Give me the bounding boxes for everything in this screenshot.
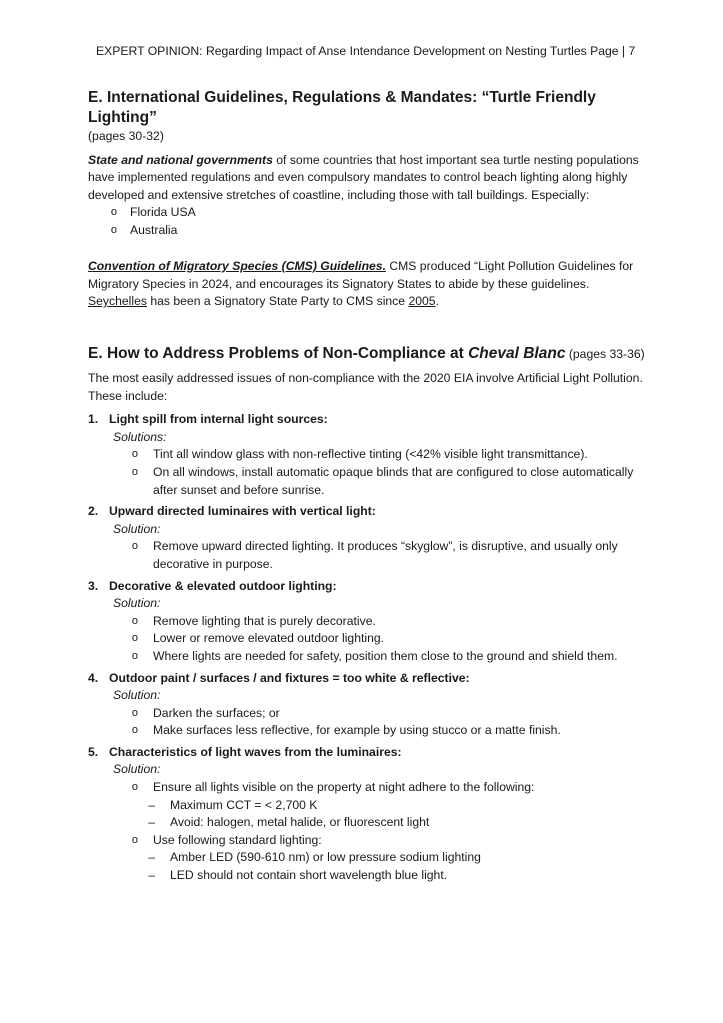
solution-point bbox=[88, 722, 648, 740]
item-number: 2. bbox=[88, 504, 99, 519]
bullet-marker: o bbox=[131, 540, 138, 553]
paragraph bbox=[88, 152, 648, 205]
solution-text: Remove upward directed lighting. It produces “skyglow”, is disruptive, and usually only decorative in purpose. bbox=[153, 539, 618, 571]
para-text: has been a Signatory State Party to CMS since bbox=[146, 294, 409, 309]
sub-point bbox=[88, 849, 648, 867]
page-header: EXPERT OPINION: Regarding Impact of Anse Intendance Development on Nesting Turtles Page | 7 bbox=[96, 44, 636, 58]
numbered-item bbox=[88, 578, 648, 666]
solution-text: Where lights are needed for safety, position them close to the ground and shield them. bbox=[153, 648, 618, 663]
bullet-marker: o bbox=[131, 833, 138, 846]
dash-marker: – bbox=[148, 868, 155, 883]
sub-point bbox=[88, 797, 648, 815]
section-title bbox=[88, 344, 648, 364]
intro-paragraph: The most easily addressed issues of non-compliance with the 2020 EIA involve Artificial Light Pollution. These include: bbox=[88, 371, 643, 403]
bullet-marker: o bbox=[131, 781, 138, 794]
para-lead: Convention of Migratory Species (CMS) Guidelines. bbox=[88, 259, 386, 273]
title-italic: Cheval Blanc bbox=[468, 345, 566, 362]
bullet-marker: o bbox=[131, 465, 138, 478]
solution-heading: Solution: bbox=[113, 521, 161, 536]
item-title: Characteristics of light waves from the luminaires: bbox=[109, 744, 402, 759]
bullet-marker: o bbox=[131, 632, 138, 645]
sub-point-text: Maximum CCT = < 2,700 K bbox=[170, 797, 318, 812]
numbered-item bbox=[88, 744, 648, 885]
title-text: E. How to Address Problems of Non-Compliance at bbox=[88, 345, 469, 362]
bullet-marker: o bbox=[131, 724, 138, 737]
solution-point bbox=[88, 538, 648, 573]
item-number: 5. bbox=[88, 744, 99, 759]
dash-marker: – bbox=[148, 797, 155, 812]
bullet-marker: o bbox=[131, 614, 138, 627]
section-pages: (pages 33-36) bbox=[565, 347, 645, 361]
solution-text: Use following standard lighting: bbox=[153, 832, 322, 847]
solution-point bbox=[88, 613, 648, 631]
item-title: Outdoor paint / surfaces / and fixtures = too white & reflective: bbox=[109, 670, 470, 685]
solution-point bbox=[88, 630, 648, 648]
seychelles-link[interactable]: Seychelles bbox=[88, 294, 147, 309]
bullet-marker: o bbox=[110, 223, 117, 236]
item-title: Upward directed luminaires with vertical light: bbox=[109, 504, 376, 519]
list-item-text: Florida USA bbox=[130, 205, 196, 220]
solution-text: Darken the surfaces; or bbox=[153, 705, 280, 720]
dash-marker: – bbox=[148, 850, 155, 865]
item-title: Decorative & elevated outdoor lighting: bbox=[109, 578, 337, 593]
item-title: Light spill from internal light sources: bbox=[109, 412, 328, 427]
para-text: of some countries that host important sea turtle nesting populations have implemented regulations and even compulsory mandates to control beach lighting along highly developed and extensive stretches of coastline, including those with tall buildings. Especially: bbox=[88, 152, 639, 202]
solution-point bbox=[88, 446, 648, 464]
list-item-text: Australia bbox=[130, 222, 178, 237]
solution-heading: Solution: bbox=[113, 762, 161, 777]
solution-text: Remove lighting that is purely decorative. bbox=[153, 613, 376, 628]
section-cms bbox=[88, 258, 648, 311]
item-number: 3. bbox=[88, 578, 99, 593]
bullet-marker: o bbox=[131, 649, 138, 662]
section-pages: (pages 30-32) bbox=[88, 129, 164, 143]
year-link[interactable]: 2005 bbox=[408, 294, 436, 309]
solution-text: Tint all window glass with non-reflective tinting (<42% visible light transmittance). bbox=[153, 447, 588, 462]
numbered-item bbox=[88, 670, 648, 740]
para-text: CMS produced “Light Pollution Guidelines for Migratory Species in 2024, and encourages its Signatory States to abide by these guidelines. bbox=[88, 259, 634, 291]
list-item bbox=[88, 204, 648, 222]
sub-point-text: Amber LED (590-610 nm) or low pressure sodium lighting bbox=[170, 850, 481, 865]
sub-point bbox=[88, 867, 648, 885]
solution-heading: Solution: bbox=[113, 688, 161, 703]
paragraph bbox=[88, 258, 648, 311]
solution-point bbox=[88, 705, 648, 723]
solution-point bbox=[88, 648, 648, 666]
section-title: E. International Guidelines, Regulations & Mandates: “Turtle Friendly Lighting” bbox=[88, 89, 596, 126]
solution-text: Make surfaces less reflective, for example by using stucco or a matte finish. bbox=[153, 723, 561, 738]
bullet-marker: o bbox=[131, 448, 138, 461]
solution-text: Ensure all lights visible on the property at night adhere to the following: bbox=[153, 780, 535, 795]
numbered-item bbox=[88, 503, 648, 573]
item-number: 4. bbox=[88, 670, 99, 685]
bullet-marker: o bbox=[110, 206, 117, 219]
solution-heading: Solutions: bbox=[113, 429, 167, 444]
bullet-marker: o bbox=[131, 706, 138, 719]
section-international-guidelines bbox=[88, 88, 648, 240]
solution-point bbox=[88, 779, 648, 797]
solution-point bbox=[88, 832, 648, 850]
section-non-compliance bbox=[88, 344, 648, 885]
solution-text: Lower or remove elevated outdoor lighting. bbox=[153, 631, 385, 646]
solution-heading: Solution: bbox=[113, 596, 161, 611]
numbered-item bbox=[88, 411, 648, 499]
dash-marker: – bbox=[148, 815, 155, 830]
list-item bbox=[88, 222, 648, 240]
solution-point bbox=[88, 464, 648, 499]
sub-point-text: Avoid: halogen, metal halide, or fluorescent light bbox=[170, 815, 430, 830]
item-number: 1. bbox=[88, 412, 99, 427]
para-lead: State and national governments bbox=[88, 152, 273, 167]
sub-point bbox=[88, 814, 648, 832]
sub-point-text: LED should not contain short wavelength blue light. bbox=[170, 868, 448, 883]
para-text: . bbox=[435, 294, 439, 309]
solution-text: On all windows, install automatic opaque blinds that are configured to close automatically after sunset and before sunrise. bbox=[153, 464, 634, 497]
